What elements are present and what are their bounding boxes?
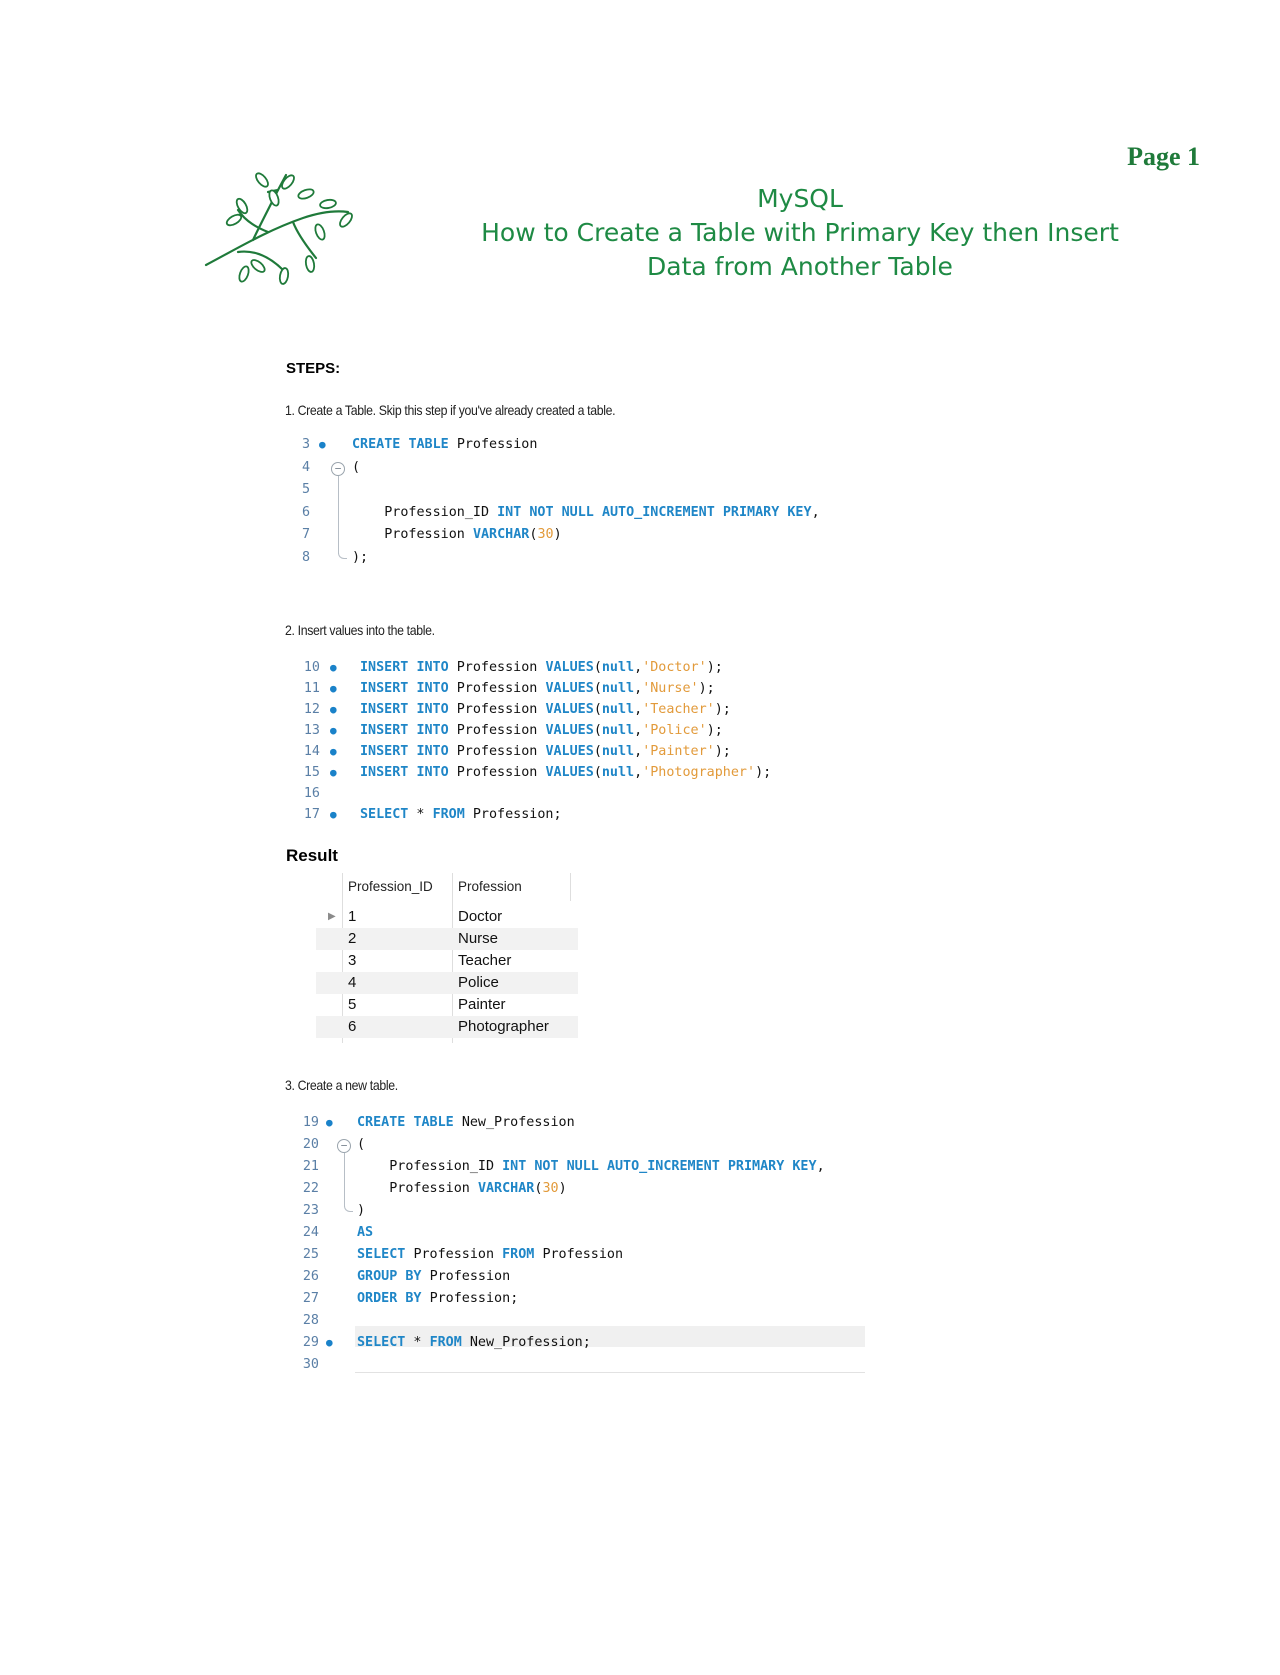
title-line-2: How to Create a Table with Primary Key then Insert [481, 218, 1119, 247]
title-line-3: Data from Another Table [647, 252, 953, 281]
breakpoint-dot-icon[interactable]: ● [330, 745, 337, 758]
line-number: 22 [302, 1181, 319, 1196]
code-line [296, 763, 896, 783]
cell-profession-id[interactable]: 3 [348, 952, 357, 969]
breakpoint-dot-icon[interactable]: ● [326, 1116, 333, 1129]
line-number: 8 [301, 549, 310, 565]
breakpoint-dot-icon[interactable]: ● [330, 766, 337, 779]
line-number: 25 [302, 1247, 319, 1262]
code-text: ) [357, 1203, 366, 1218]
line-number: 16 [303, 786, 320, 801]
line-number: 26 [302, 1269, 319, 1284]
code-line [296, 700, 896, 720]
result-grid [316, 873, 578, 1043]
table-row[interactable] [316, 1016, 578, 1038]
code-text: Profession_ID INT NOT NULL AUTO_INCREMENT PRIMARY KEY, [384, 504, 820, 520]
line-number: 28 [302, 1313, 319, 1328]
code-text: AS [357, 1225, 374, 1240]
table-row[interactable] [316, 950, 578, 972]
code-block-3 [290, 1113, 890, 1383]
line-number: 29 [302, 1335, 319, 1350]
cell-profession[interactable]: Nurse [458, 930, 499, 947]
line-number: 5 [301, 482, 310, 497]
row-pointer-icon: ▶ [328, 911, 336, 922]
code-line [288, 525, 888, 545]
code-text: INSERT INTO Profession VALUES(null,'Painter'); [360, 744, 731, 759]
cell-profession-id[interactable]: 6 [348, 1018, 357, 1035]
code-text: Profession VARCHAR(30) [384, 527, 562, 542]
table-row[interactable] [316, 972, 578, 994]
step-2-label: 2. Insert values into the table. [285, 622, 435, 638]
code-line [296, 679, 896, 699]
code-text: SELECT * FROM Profession; [360, 807, 562, 822]
line-number: 21 [302, 1159, 319, 1174]
code-line [290, 1223, 890, 1243]
cell-profession-id[interactable]: 5 [348, 996, 357, 1013]
cell-profession[interactable]: Photographer [458, 1018, 549, 1035]
code-text: INSERT INTO Profession VALUES(null,'Nurse'); [360, 681, 715, 696]
line-number: 27 [302, 1291, 319, 1306]
title-line-1: MySQL [757, 184, 843, 213]
breakpoint-dot-icon[interactable]: ● [319, 438, 326, 451]
fold-guide [338, 476, 339, 554]
leafy-branch-logo [198, 170, 358, 290]
code-text: ( [352, 459, 361, 475]
line-number: 11 [303, 681, 320, 696]
code-line [290, 1157, 890, 1177]
code-line [296, 658, 896, 678]
table-row[interactable] [316, 994, 578, 1016]
code-text: ( [357, 1137, 366, 1152]
line-number: 23 [302, 1203, 319, 1218]
line-number: 10 [303, 660, 320, 675]
breakpoint-dot-icon[interactable]: ● [330, 682, 337, 695]
code-block-1 [288, 435, 888, 575]
line-number: 7 [301, 527, 310, 542]
cell-profession[interactable]: Painter [458, 996, 506, 1013]
code-line [296, 721, 896, 741]
fold-guide [344, 1153, 345, 1207]
line-number: 12 [303, 702, 320, 717]
code-text: INSERT INTO Profession VALUES(null,'Doctor'); [360, 660, 723, 675]
steps-heading: STEPS: [286, 360, 341, 377]
step-3-label: 3. Create a new table. [285, 1077, 398, 1093]
fold-guide-end [338, 550, 347, 559]
cell-profession[interactable]: Teacher [458, 952, 512, 969]
code-line [290, 1333, 890, 1353]
cell-profession[interactable]: Doctor [458, 908, 503, 925]
page-number: Page 1 [1127, 142, 1200, 171]
code-block-2 [296, 658, 896, 828]
code-text: ); [352, 549, 369, 565]
table-row[interactable] [316, 906, 578, 928]
cell-profession-id[interactable]: 4 [348, 974, 357, 991]
code-line [288, 503, 888, 523]
line-number: 20 [302, 1137, 319, 1152]
line-number: 17 [303, 807, 320, 822]
line-number: 30 [302, 1357, 319, 1372]
line-number: 13 [303, 723, 320, 738]
breakpoint-dot-icon[interactable]: ● [330, 703, 337, 716]
fold-collapse-icon[interactable]: − [331, 462, 345, 476]
line-number: 14 [303, 744, 320, 759]
breakpoint-dot-icon[interactable]: ● [330, 808, 337, 821]
line-number: 6 [301, 504, 310, 520]
document-title [420, 182, 1180, 284]
code-line [290, 1267, 890, 1287]
code-line [288, 548, 888, 568]
column-header-profession[interactable]: Profession [458, 879, 522, 894]
code-line [290, 1289, 890, 1309]
code-text: SELECT * FROM New_Profession; [357, 1335, 591, 1350]
code-text: INSERT INTO Profession VALUES(null,'Police'); [360, 723, 723, 738]
fold-collapse-icon[interactable]: − [337, 1139, 351, 1153]
code-line [290, 1311, 890, 1331]
code-line [290, 1355, 890, 1375]
breakpoint-dot-icon[interactable]: ● [330, 724, 337, 737]
breakpoint-dot-icon[interactable]: ● [330, 661, 337, 674]
code-line [296, 784, 896, 804]
cell-profession[interactable]: Police [458, 974, 499, 991]
code-line [296, 742, 896, 762]
code-line [288, 435, 888, 455]
step-1-label: 1. Create a Table. Skip this step if you've already created a table. [285, 402, 616, 418]
code-text: CREATE TABLE New_Profession [357, 1115, 575, 1130]
line-number: 3 [301, 437, 310, 452]
code-line [290, 1179, 890, 1199]
line-number: 4 [301, 459, 310, 475]
code-line [288, 480, 888, 500]
code-text: Profession VARCHAR(30) [389, 1181, 567, 1196]
code-text: ORDER BY Profession; [357, 1291, 519, 1306]
column-header-profession-id[interactable]: Profession_ID [348, 879, 433, 894]
code-text: CREATE TABLE Profession [352, 437, 538, 452]
code-line [290, 1113, 890, 1133]
line-number: 19 [302, 1115, 319, 1130]
code-text: Profession_ID INT NOT NULL AUTO_INCREMENT PRIMARY KEY, [389, 1159, 825, 1174]
code-line [290, 1201, 890, 1221]
code-line [288, 458, 888, 478]
code-text: INSERT INTO Profession VALUES(null,'Photographer'); [360, 765, 772, 780]
code-line [290, 1245, 890, 1265]
code-text: SELECT Profession FROM Profession [357, 1247, 624, 1262]
code-line [296, 805, 896, 825]
result-heading: Result [286, 846, 338, 865]
table-row[interactable] [316, 928, 578, 950]
code-text: INSERT INTO Profession VALUES(null,'Teacher'); [360, 702, 731, 717]
code-text: GROUP BY Profession [357, 1269, 511, 1284]
code-line [290, 1135, 890, 1155]
line-number: 15 [303, 765, 320, 780]
cell-profession-id[interactable]: 1 [348, 908, 357, 925]
line-number: 24 [302, 1225, 319, 1240]
fold-guide-end [344, 1203, 353, 1212]
cell-profession-id[interactable]: 2 [348, 930, 357, 947]
breakpoint-dot-icon[interactable]: ● [326, 1336, 333, 1349]
